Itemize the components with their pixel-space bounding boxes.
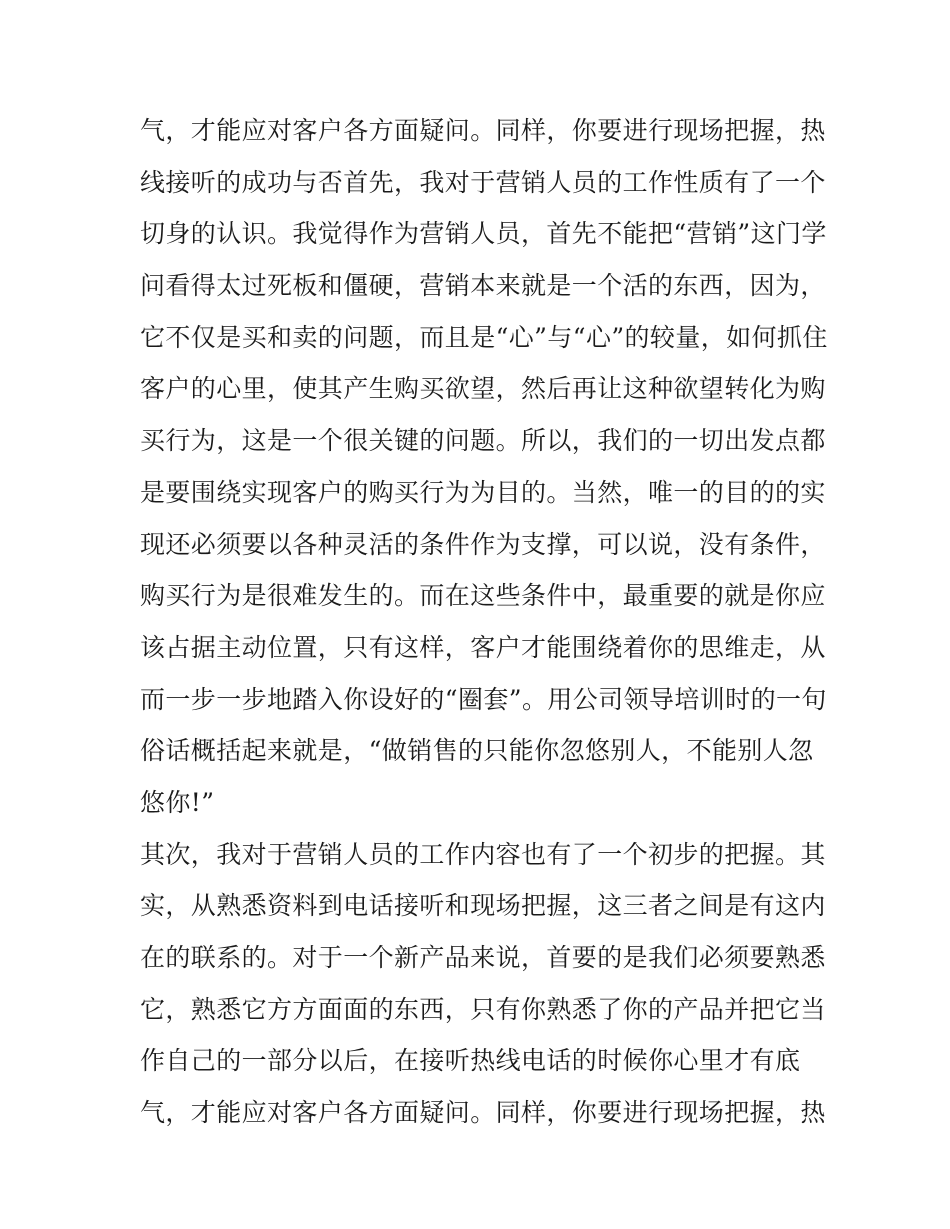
text-line: 该占据主动位置，只有这样，客户才能围绕着你的思维走，从 [140, 632, 826, 662]
text-line: 而一步一步地踏入你设好的“圈套”。用公司领导培训时的一句 [140, 684, 827, 714]
text-line: 它不仅是买和卖的问题，而且是“心”与“心”的较量，如何抓住 [140, 322, 828, 352]
text-line: 买行为，这是一个很关键的问题。所以，我们的一切出发点都 [140, 426, 826, 456]
text-line: 现还必须要以各种灵活的条件作为支撑，可以说，没有条件， [140, 529, 826, 559]
body-text [140, 105, 830, 1139]
text-line: 悠你!” [140, 787, 215, 817]
text-line: 客户的心里，使其产生购买欲望，然后再让这种欲望转化为购 [140, 374, 826, 404]
text-line: 实，从熟悉资料到电话接听和现场把握，这三者之间是有这内 [140, 891, 826, 921]
text-line: 在的联系的。对于一个新产品来说，首要的是我们必须要熟悉 [140, 943, 826, 972]
text-line: 切身的认识。我觉得作为营销人员，首先不能把“营销”这门学 [140, 219, 827, 249]
text-line: 其次，我对于营销人员的工作内容也有了一个初步的把握。其 [140, 839, 826, 869]
text-line: 它，熟悉它方方面面的东西，只有你熟悉了你的产品并把它当 [140, 994, 826, 1024]
text-line: 俗话概括起来就是，“做销售的只能你忽悠别人，不能别人忽 [140, 736, 814, 766]
text-line: 气，才能应对客户各方面疑问。同样，你要进行现场把握，热 [140, 1098, 826, 1128]
text-line: 问看得太过死板和僵硬，营销本来就是一个活的东西，因为， [140, 271, 826, 301]
text-line: 线接听的成功与否首先，我对于营销人员的工作性质有了一个 [140, 167, 826, 197]
text-line: 气，才能应对客户各方面疑问。同样，你要进行现场把握，热 [140, 116, 826, 145]
text-line: 购买行为是很难发生的。而在这些条件中，最重要的就是你应 [140, 581, 826, 611]
text-line: 是要围绕实现客户的购买行为为目的。当然，唯一的目的的实 [140, 477, 826, 507]
text-line: 作自己的一部分以后，在接听热线电话的时候你心里才有底 [140, 1046, 801, 1076]
